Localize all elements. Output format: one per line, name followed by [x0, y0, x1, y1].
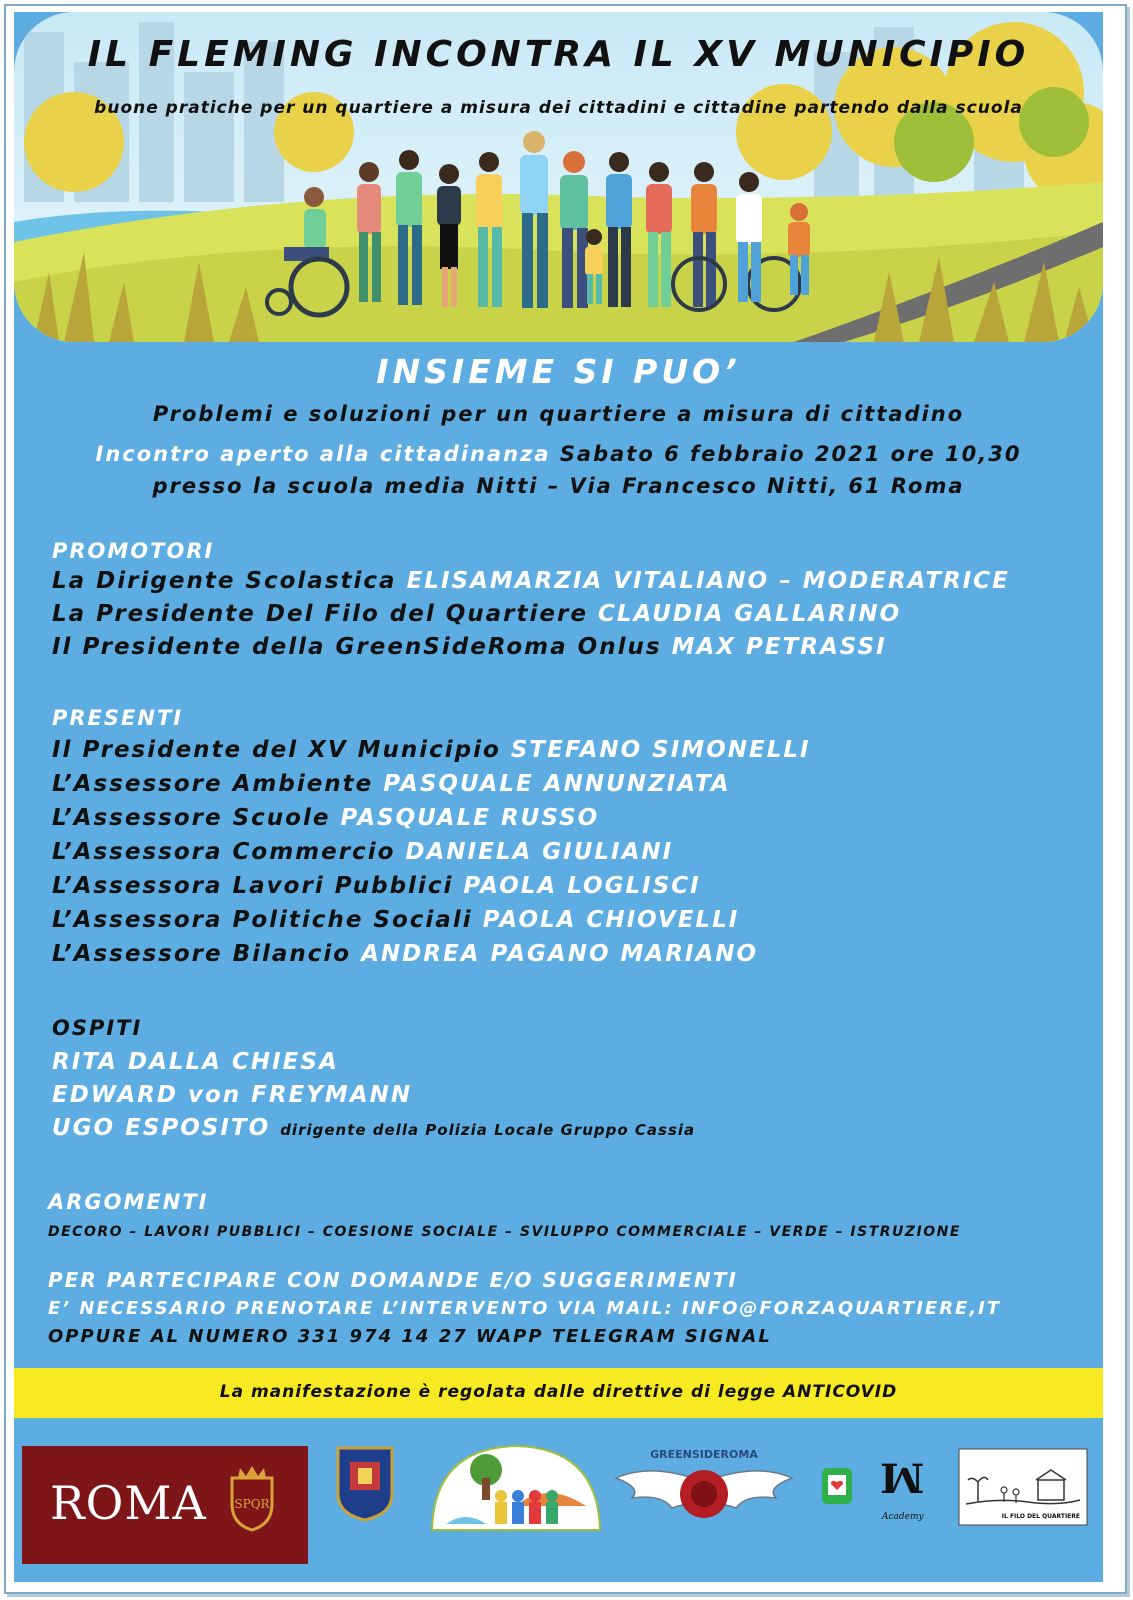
anticovid-banner — [14, 1368, 1103, 1418]
motto: INSIEME SI PUO’ — [376, 352, 741, 391]
guest-name: RITA DALLA CHIESA — [52, 1049, 339, 1075]
invite-text: Incontro aperto alla cittadinanza — [95, 442, 551, 466]
participate-email: E’ NECESSARIO PRENOTARE L’INTERVENTO VIA MAIL: INFO@FORZAQUARTIERE,IT — [48, 1298, 1002, 1319]
school-crest-icon — [334, 1444, 396, 1522]
promotori-row — [52, 568, 1010, 594]
presenti-row — [52, 941, 758, 967]
presenti-row — [52, 907, 739, 933]
role-label: La Presidente Del Filo del Quartiere — [52, 601, 588, 627]
event-when — [14, 442, 1103, 466]
presenti-row — [52, 737, 811, 763]
topics-list: DECORO – LAVORI PUBBLICI – COESIONE SOCIALE – SVILUPPO COMMERCIALE – VERDE – ISTRUZIONE — [48, 1224, 961, 1240]
academy-caption: Academy — [882, 1512, 924, 1522]
role-label: L’Assessore Ambiente — [52, 771, 374, 797]
person-name: ANDREA PAGANO MARIANO — [361, 941, 759, 967]
poster — [14, 12, 1103, 1582]
greensideroma-logo-icon — [612, 1442, 796, 1538]
role-label: L’Assessora Commercio — [52, 839, 396, 865]
person-name: CLAUDIA GALLARINO — [597, 601, 902, 627]
greenside-text: GREENSIDEROMA — [650, 1448, 758, 1461]
participate-heading: PER PARTECIPARE CON DOMANDE E/O SUGGERIMENTI — [48, 1268, 738, 1292]
poster-title: IL FLEMING INCONTRA IL XV MUNICIPIO — [87, 34, 1030, 75]
person-name: PASQUALE ANNUNZIATA — [383, 771, 731, 797]
app-icon — [820, 1466, 854, 1506]
roma-wordmark: ROMA — [50, 1476, 207, 1530]
guest-name: UGO ESPOSITO — [52, 1115, 271, 1141]
role-label: Il Presidente della GreenSideRoma Onlus — [52, 634, 662, 660]
guest-note: dirigente della Polizia Locale Gruppo Cassia — [280, 1121, 696, 1139]
person-name: STEFANO SIMONELLI — [510, 737, 811, 763]
presenti-heading: PRESENTI — [52, 706, 184, 730]
person-name: ELISAMARZIA VITALIANO – MODERATRICE — [406, 568, 1010, 594]
event-date: Sabato 6 febbraio 2021 ore 10,30 — [559, 442, 1022, 466]
role-label: L’Assessore Bilancio — [52, 941, 352, 967]
filo-text: IL FILO DEL QUARTIERE — [1001, 1513, 1080, 1520]
person-name: DANIELA GIULIANI — [405, 839, 674, 865]
promotori-row — [52, 634, 887, 660]
guest-row — [52, 1115, 695, 1141]
presenti-row — [52, 771, 731, 797]
banner-text: La manifestazione è regolata dalle direttive di legge ANTICOVID — [219, 1382, 898, 1402]
argomenti-heading: ARGOMENTI — [48, 1190, 209, 1214]
roma-logo — [22, 1446, 308, 1564]
guest-name: EDWARD von FREYMANN — [52, 1082, 413, 1108]
person-name: MAX PETRASSI — [671, 634, 887, 660]
event-venue: presso la scuola media Nitti – Via Francesco Nitti, 61 Roma — [152, 474, 965, 498]
participate-phone: OPPURE AL NUMERO 331 974 14 27 WAPP TELEGRAM SIGNAL — [48, 1326, 772, 1347]
role-label: Il Presidente del XV Municipio — [52, 737, 501, 763]
spqr-text: SPQR — [234, 1497, 270, 1511]
person-name: PASQUALE RUSSO — [340, 805, 600, 831]
tagline: Problemi e soluzioni per un quartiere a misura di cittadino — [152, 402, 965, 426]
person-name: PAOLA LOGLISCI — [463, 873, 701, 899]
role-label: La Dirigente Scolastica — [52, 568, 397, 594]
presenti-row — [52, 805, 599, 831]
presenti-row — [52, 839, 673, 865]
poster-subtitle: buone pratiche per un quartiere a misura dei cittadini e cittadine partendo dalla scuola — [94, 98, 1023, 118]
role-label: L’Assessora Lavori Pubblici — [52, 873, 454, 899]
presenti-row — [52, 873, 701, 899]
promotori-heading: PROMOTORI — [52, 539, 215, 563]
hero-illustration — [14, 12, 1103, 348]
person-name: PAOLA CHIOVELLI — [482, 907, 740, 933]
spqr-shield-icon — [226, 1464, 278, 1534]
filo-quartiere-logo-icon — [958, 1448, 1088, 1526]
academy-monogram-icon: ꟽ — [880, 1456, 925, 1503]
promotori-row — [52, 601, 901, 627]
role-label: L’Assessora Politiche Sociali — [52, 907, 473, 933]
role-label: L’Assessore Scuole — [52, 805, 331, 831]
ospiti-heading: OSPITI — [52, 1016, 143, 1040]
children-logo-icon — [426, 1440, 606, 1532]
